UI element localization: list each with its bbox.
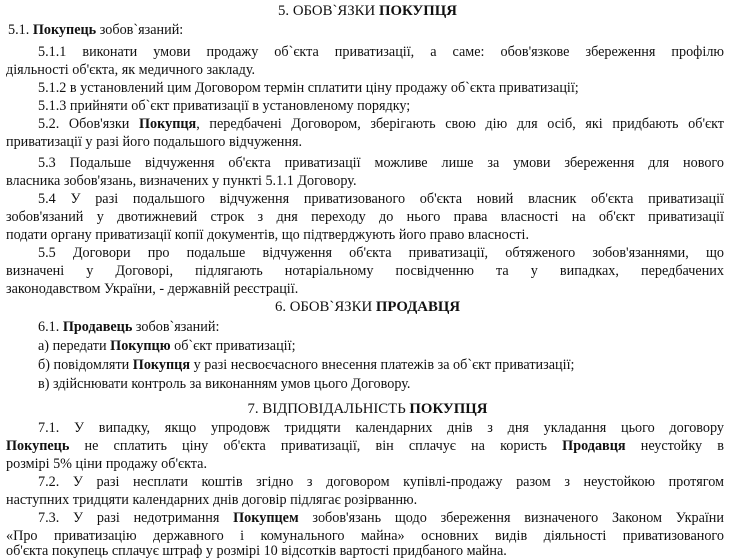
clause-7-3-cont-1: «Про приватизацію державного і комунального майна» основних видів діяльності приватизованого xyxy=(6,528,724,544)
clause-5-1: 5.1. Покупець зобов`язаний: xyxy=(8,22,184,38)
clause-5-3-cont: власника зобов'язань, визначених у пункті 5.1.1 Договору. xyxy=(6,173,357,189)
clause-6-1: 6.1. Продавець зобов`язаний: xyxy=(38,319,220,335)
clause-5-5-cont-2: законодавством України, - державній реєстрації. xyxy=(6,281,299,297)
clause-5-2: 5.2. Обов'язки Покупця, передбачені Договором, зберігають свою дію для осіб, які придбають об'єкт xyxy=(38,116,724,132)
clause-5-5-cont-1: визначені у Договорі, підлягають нотаріальному посвідченню та у випадках, передбачених xyxy=(6,263,724,279)
clause-5-5: 5.5 Договори про подальше відчуження об'єкта приватизації, обтяженого зобов'язаннями, що xyxy=(38,245,724,261)
clause-5-1-1: 5.1.1 виконати умови продажу об`єкта приватизації, а саме: обов'язкове збереження профілю xyxy=(38,44,724,60)
clause-5-1-2: 5.1.2 в установлений цим Договором термін сплатити ціну продажу об`єкта приватизації; xyxy=(38,80,579,96)
clause-5-1-3: 5.1.3 прийняти об`єкт приватизації в установленому порядку; xyxy=(38,98,411,114)
clause-5-4: 5.4 У разі подальшого відчуження приватизованого об'єкта новий власник об'єкта приватизації xyxy=(38,191,724,207)
clause-7-3-cont-2: об'єкта покупець сплачує штраф у розмірі 10 відсотків вартості придбаного майна. xyxy=(6,543,507,559)
clause-5-1-1-cont: діяльності об'єкта, як медичного закладу. xyxy=(6,62,256,78)
section-5-heading: 5. ОБОВ`ЯЗКИ ПОКУПЦЯ xyxy=(278,3,457,19)
clause-5-3: 5.3 Подальше відчуження об'єкта приватизації можливе лише за умови збереження для нового xyxy=(38,155,724,171)
clause-6-1-c: в) здійснювати контроль за виконанням умов цього Договору. xyxy=(38,376,411,392)
clause-7-2: 7.2. У разі несплати коштів згідно з договором купівлі-продажу разом з неустойкою протягом xyxy=(38,474,724,490)
clause-7-1: 7.1. У випадку, якщо упродовж тридцяти календарних днів з дня укладання цього договору xyxy=(38,420,724,436)
clause-5-4-cont-1: зобов'язаний у двотижневий строк з дня переходу до нього права власності на об'єкт приватизації xyxy=(6,209,724,225)
clause-7-1-cont-2: розмірі 5% ціни продажу об'єкта. xyxy=(6,456,208,472)
clause-7-1-cont-1: Покупець не сплатить ціну об'єкта приватизації, він сплачує на користь Продавця неустойку в xyxy=(6,438,724,454)
clause-7-3: 7.3. У разі недотримання Покупцем зобов'язань щодо збереження визначеного Законом України xyxy=(38,510,724,526)
clause-7-2-cont: наступних тридцяти календарних днів договір підлягає розірванню. xyxy=(6,492,418,508)
clause-6-1-b: б) повідомляти Покупця у разі несвоєчасного внесення платежів за об`єкт приватизації; xyxy=(38,357,575,373)
clause-5-2-cont: приватизації у разі його подальшого відчуження. xyxy=(6,134,303,150)
clause-6-1-a: а) передати Покупцю об`єкт приватизації; xyxy=(38,338,296,354)
section-6-heading: 6. ОБОВ`ЯЗКИ ПРОДАВЦЯ xyxy=(274,299,461,315)
section-7-heading: 7. ВІДПОВІДАЛЬНІСТЬ ПОКУПЦЯ xyxy=(247,401,488,417)
clause-5-4-cont-2: подати органу приватизації копії документів, що підтверджують його право власності. xyxy=(6,227,530,243)
